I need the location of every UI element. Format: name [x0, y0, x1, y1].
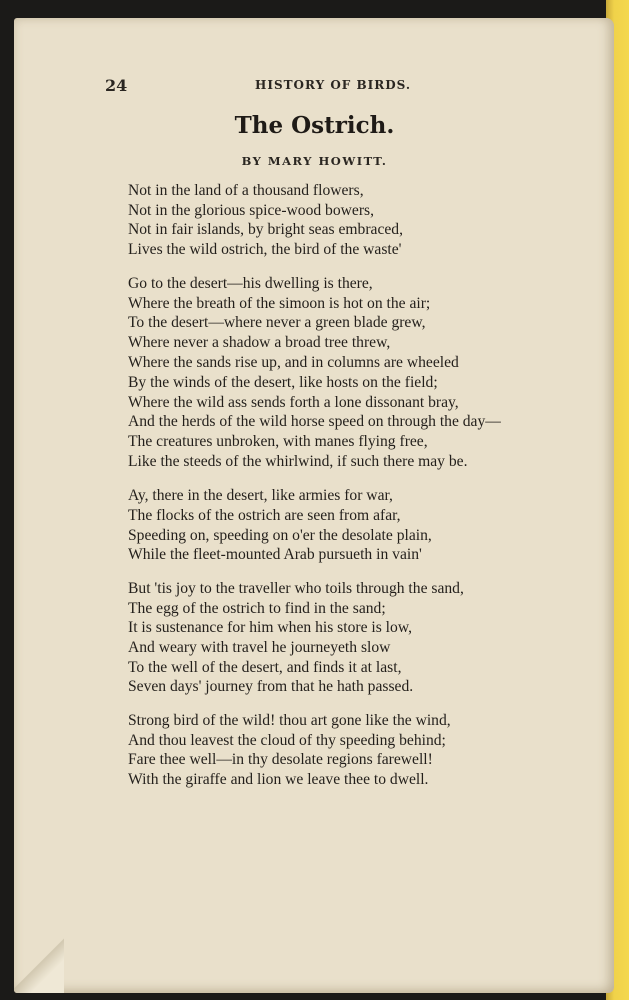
poem-line: Not in the glorious spice-wood bowers, [128, 201, 374, 219]
poem-line: Where the wild ass sends forth a lone dissonant bray, [128, 393, 459, 411]
poem-line: Seven days' journey from that he hath passed. [128, 678, 414, 696]
poem-line: Not in fair islands, by bright seas embraced, [128, 221, 403, 239]
stanza [128, 579, 598, 697]
poem-line: While the fleet-mounted Arab pursueth in vain' [128, 546, 422, 564]
poem-line: By the winds of the desert, like hosts on the field; [128, 373, 438, 391]
poem-body [128, 181, 598, 804]
poem-line: Like the steeds of the whirlwind, if such there may be. [128, 453, 468, 471]
poem-line: To the well of the desert, and finds it at last, [128, 658, 402, 676]
page-number: 24 [105, 76, 128, 95]
poem-line: Fare thee well—in thy desolate regions farewell! [128, 751, 433, 769]
poem-line: But 'tis joy to the traveller who toils through the sand, [128, 580, 464, 598]
poem-line: The creatures unbroken, with manes flying free, [128, 433, 428, 451]
poem-title: The Ostrich. [234, 112, 395, 139]
stanza [128, 181, 598, 259]
poem-byline: BY MARY HOWITT. [241, 154, 388, 168]
poem-line: The egg of the ostrich to find in the sand; [128, 599, 386, 617]
poem-line: Lives the wild ostrich, the bird of the waste' [128, 240, 402, 258]
poem-line: Go to the desert—his dwelling is there, [128, 274, 373, 292]
page-header [105, 76, 505, 96]
poem-line: Not in the land of a thousand flowers, [128, 182, 364, 199]
poem-line: Where the sands rise up, and in columns are wheeled [128, 354, 459, 372]
running-head: HISTORY OF BIRDS. [255, 78, 412, 92]
poem-line: Where the breath of the simoon is hot on the air; [128, 294, 431, 312]
stanza [128, 274, 598, 472]
poem-line: It is sustenance for him when his store is low, [128, 619, 412, 637]
poem-line: The flocks of the ostrich are seen from afar, [128, 506, 401, 524]
poem-line: To the desert—where never a green blade grew, [128, 314, 426, 332]
poem-line: Where never a shadow a broad tree threw, [128, 334, 391, 352]
poem-line: With the giraffe and lion we leave thee to dwell. [128, 771, 429, 789]
poem-line: And weary with travel he journeyeth slow [128, 639, 391, 656]
poem-line: And thou leavest the cloud of thy speeding behind; [128, 731, 446, 749]
poem-line: Ay, there in the desert, like armies for war, [128, 487, 393, 505]
poem-line: Speeding on, speeding on o'er the desolate plain, [128, 526, 432, 544]
stanza [128, 711, 598, 789]
poem-line: Strong bird of the wild! thou art gone like the wind, [128, 712, 451, 730]
poem-line: And the herds of the wild horse speed on through the day— [128, 413, 501, 431]
stanza [128, 486, 598, 564]
